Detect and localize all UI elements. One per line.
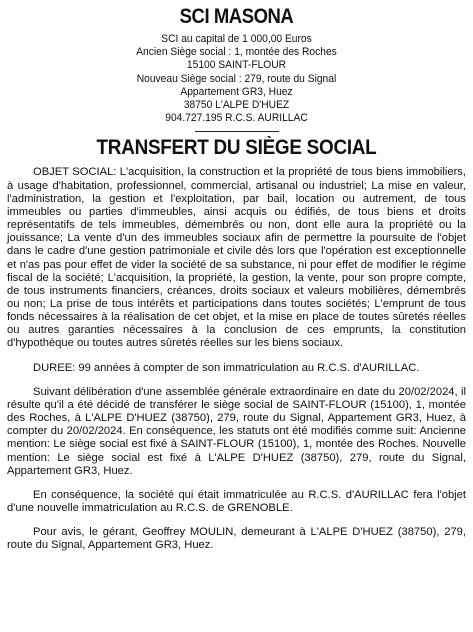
former-address-line: Ancien Siège social : 1, montée des Roches (136, 46, 337, 59)
paragraph-signature: Pour avis, le gérant, Geoffrey MOULIN, demeurant à L'ALPE D'HUEZ (38750), 279, route du Signal, Appartement GR3, Huez. (7, 526, 466, 552)
new-address-detail-line: Appartement GR3, Huez (180, 85, 293, 98)
rcs-line: 904.727.195 R.C.S. AURILLAC (165, 112, 308, 125)
former-city-line: 15100 SAINT-FLOUR (186, 59, 287, 72)
paragraph-duration: DUREE: 99 années à compter de son immatriculation au R.C.S. d'AURILLAC. (33, 361, 420, 374)
notice-body (7, 166, 466, 552)
legal-notice (0, 5, 473, 632)
paragraph-transfer-decision: Suivant délibération d'une assemblée générale extraordinaire en date du 20/02/2024, il résulte qu'il a été décidé de transférer le siège social de SAINT-FLOUR (15100), 1, montée des Roches, à L'ALPE D'HUEZ (38750), 279, route du Signal, Appartement GR3, Huez, à compter du 20/02/2024. En conséquence, les statuts ont été modifiés comme suit: Ancienne mention: Le siège social est fixé à SAINT-FLOUR (15100), 1, montée des Roches. Nouvelle mention: Le siège social est fixé à L'ALPE D'HUEZ (38750), 279, route du Signal, Appartement GR3, Huez. (7, 385, 466, 477)
divider (195, 131, 279, 132)
new-city-line: 38750 L'ALPE D'HUEZ (183, 99, 290, 112)
capital-line: SCI au capital de 1 000,00 Euros (161, 33, 312, 45)
company-name: SCI MASONA (179, 5, 294, 28)
company-details (30, 33, 443, 125)
new-address-line: Nouveau Siège social : 279, route du Signal (136, 72, 337, 85)
paragraph-registration: En conséquence, la société qui était immatriculée au R.C.S. d'AURILLAC fera l'objet d'une nouvelle immatriculation au R.C.S. de GRENOBLE. (7, 488, 466, 515)
paragraph-corporate-purpose: OBJET SOCIAL: L'acquisition, la construction et la propriété de tous biens immobiliers, à usage d'habitation, professionnel, commercial, artisanal ou industriel; La mise en valeur, l'administration, la gestion et l'exploitation, par bail, location ou autrement, de tous immeubles ou parties d'immeubles, ainsi acquis ou édifiés, de tous biens et droits représentatifs de tels immeubles, démembrés ou non, dont elle aura la propriété ou la jouissance; La vente d'un des immeubles sociaux afin de permettre la poursuite de l'objet dans le cadre d'une gestion patrimoniale et civile dès lors que l'opération est exceptionnelle et n'as pas pour effet de vider la société de sa substance, ni pour effet de modifier le régime fiscal de la société; L'acquisition, la propriété, la gestion, la vente, pour son propre compte, de tous instruments financiers, créances, droits sociaux et valeurs mobilières, démembrés ou non; La prise de tous intérêts et participations dans toutes sociétés; L'emprunt de tous fonds nécessaires à la réalisation de cet objet, et la mise en place de toutes sûretés réelles ou autres garanties nécessaires à la conclusion de ces emprunts, la constitution d'hypothèque ou toutes autres sûretés réelles sur les biens sociaux. (7, 166, 466, 350)
notice-title: TRANSFERT DU SIÈGE SOCIAL (96, 136, 377, 160)
